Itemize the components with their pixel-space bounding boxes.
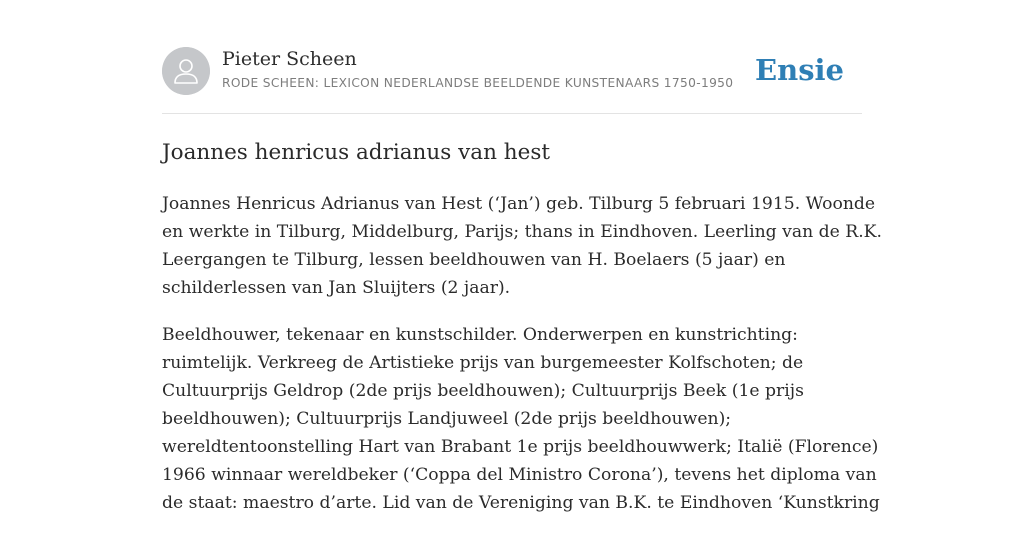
text-line: en werkte in Tilburg, Middelburg, Parijs; thans in Eindhoven. Leerling van de R.K. [162, 222, 882, 242]
paragraph-1 [162, 190, 882, 302]
paragraph-2 [162, 321, 880, 517]
article-body [162, 190, 882, 536]
text-line: Beeldhouwer, tekenaar en kunstschilder. Onderwerpen en kunstrichting: [162, 325, 798, 345]
text-line: de staat: maestro d’arte. Lid van de Vereniging van B.K. te Eindhoven ‘Kunstkring [162, 493, 880, 513]
author-name[interactable]: Pieter Scheen [222, 48, 357, 70]
text-line: ruimtelijk. Verkreeg de Artistieke prijs van burgemeester Kolfschoten; de [162, 353, 804, 373]
article-title: Joannes henricus adrianus van hest [162, 140, 550, 165]
user-icon [162, 47, 210, 95]
avatar[interactable] [162, 47, 210, 95]
text-line: Leergangen te Tilburg, lessen beeldhouwen van H. Boelaers (5 jaar) en [162, 250, 786, 270]
text-line: schilderlessen van Jan Sluijters (2 jaar). [162, 278, 511, 298]
text-line: Joannes Henricus Adrianus van Hest (‘Jan’) geb. Tilburg 5 februari 1915. Woonde [162, 194, 876, 214]
header-divider [162, 113, 862, 114]
text-line: beeldhouwen); Cultuurprijs Landjuweel (2de prijs beeldhouwen); [162, 409, 732, 429]
text-line: 1966 winnaar wereldbeker (‘Coppa del Ministro Corona’), tevens het diploma van [162, 465, 877, 485]
text-line: Cultuurprijs Geldrop (2de prijs beeldhouwen); Cultuurprijs Beek (1e prijs [162, 381, 804, 401]
source-title[interactable]: RODE SCHEEN: LEXICON NEDERLANDSE BEELDENDE KUNSTENAARS 1750-1950 [222, 76, 734, 90]
text-line: wereldtentoonstelling Hart van Brabant 1e prijs beeldhouwwerk; Italië (Florence) [162, 437, 879, 457]
ensie-logo[interactable]: Ensie [755, 53, 844, 87]
author-header [162, 46, 862, 96]
